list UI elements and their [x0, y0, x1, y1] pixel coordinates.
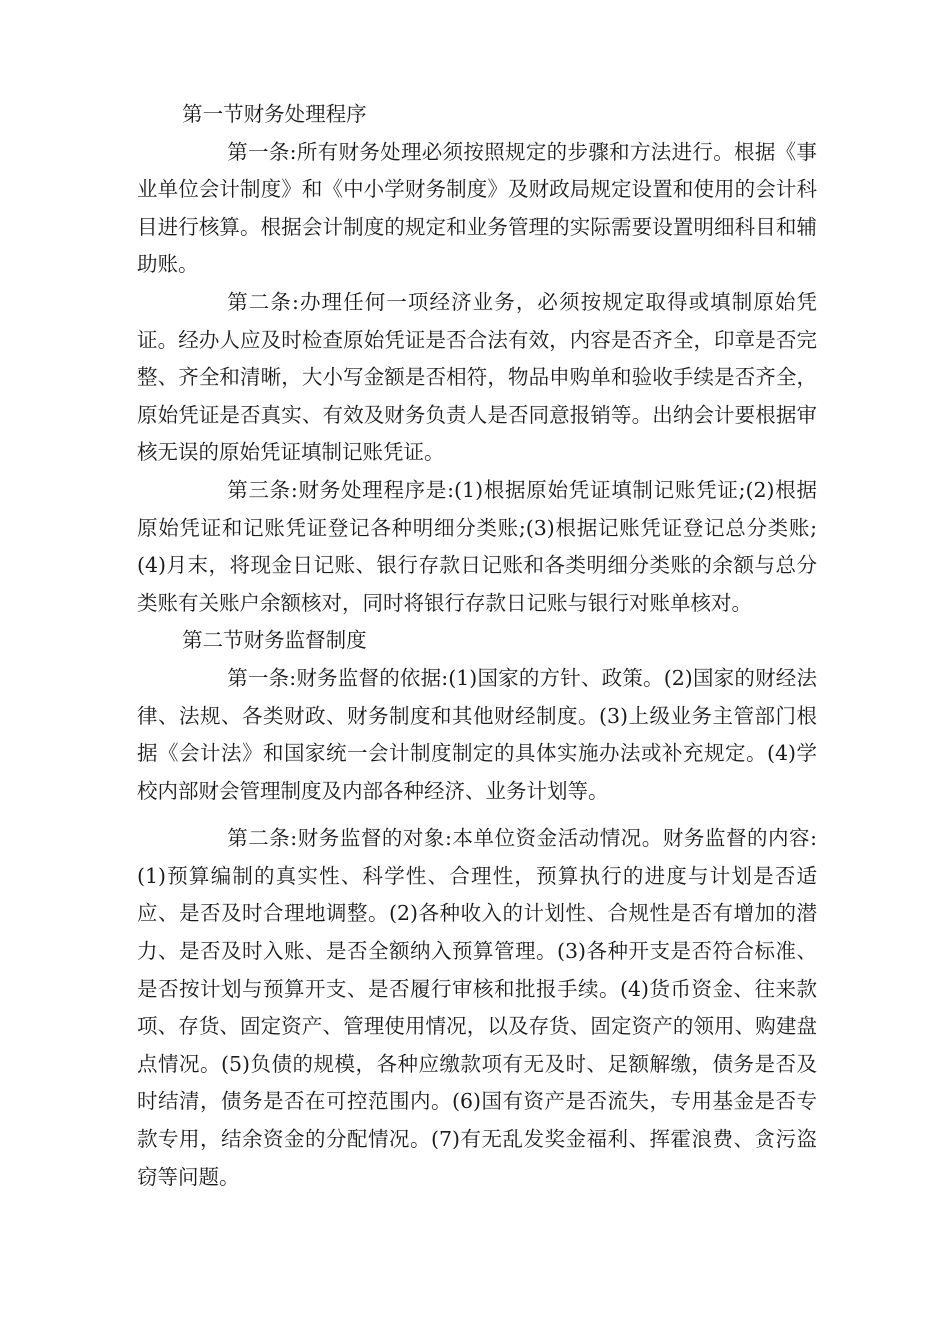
section-1-article-1: 第一条:所有财务处理必须按照规定的步骤和方法进行。根据《事业单位会计制度》和《中小学财务制度》及财政局规定设置和使用的会计科目进行核算。根据会计制度的规定和业务管理的实际需要设置明细科目和辅助账。: [137, 139, 817, 277]
section-2-article-2: 第二条:财务监督的对象:本单位资金活动情况。财务监督的内容:(1)预算编制的真实性、科学性、合理性，预算执行的进度与计划是否适应、是否及时合理地调整。(2)各种收入的计划性、合规性是否有增加的潜力、是否及时入账、是否全额纳入预算管理。(3)各种开支是否符合标准、是否按计划与预算开支、是否履行审核和批报手续。(4)货币资金、往来款项、存货、固定资产、管理使用情况，以及存货、固定资产的领用、购建盘点情况。(5)负债的规模，各种应缴款项有无及时、足额解缴，债务是否及时结清，债务是否在可控范围内。(6)国有资产是否流失，专用基金是否专款专用，结余资金的分配情况。(7)有无乱发奖金福利、挥霍浪费、贪污盗窃等问题。: [137, 826, 817, 1189]
section-1-article-3: 第三条:财务处理程序是:(1)根据原始凭证填制记账凭证;(2)根据原始凭证和记账凭证登记各种明细分类账;(3)根据记账凭证登记总分类账;(4)月末，将现金日记账、银行存款日记账和各类明细分类账的余额与总分类账有关账户余额核对，同时将银行存款日记账与银行对账单核对。: [137, 477, 817, 615]
section-1-article-2: 第二条:办理任何一项经济业务，必须按规定取得或填制原始凭证。经办人应及时检查原始凭证是否合法有效，内容是否齐全，印章是否完整、齐全和清晰，大小写金额是否相符，物品申购单和验收手续是否齐全，原始凭证是否真实、有效及财务负责人是否同意报销等。出纳会计要根据审核无误的原始凭证填制记账凭证。: [137, 289, 817, 465]
section-1-title: 第一节财务处理程序: [182, 102, 367, 126]
document-page: [137, 96, 817, 1196]
section-2-title: 第二节财务监督制度: [182, 628, 367, 653]
section-2-article-1: 第一条:财务监督的依据:(1)国家的方针、政策。(2)国家的财经法律、法规、各类财政、财务制度和其他财经制度。(3)上级业务主管部门根据《会计法》和国家统一会计制度制定的具体实施办法或补充规定。(4)学校内部财会管理制度及内部各种经济、业务计划等。: [137, 665, 817, 803]
